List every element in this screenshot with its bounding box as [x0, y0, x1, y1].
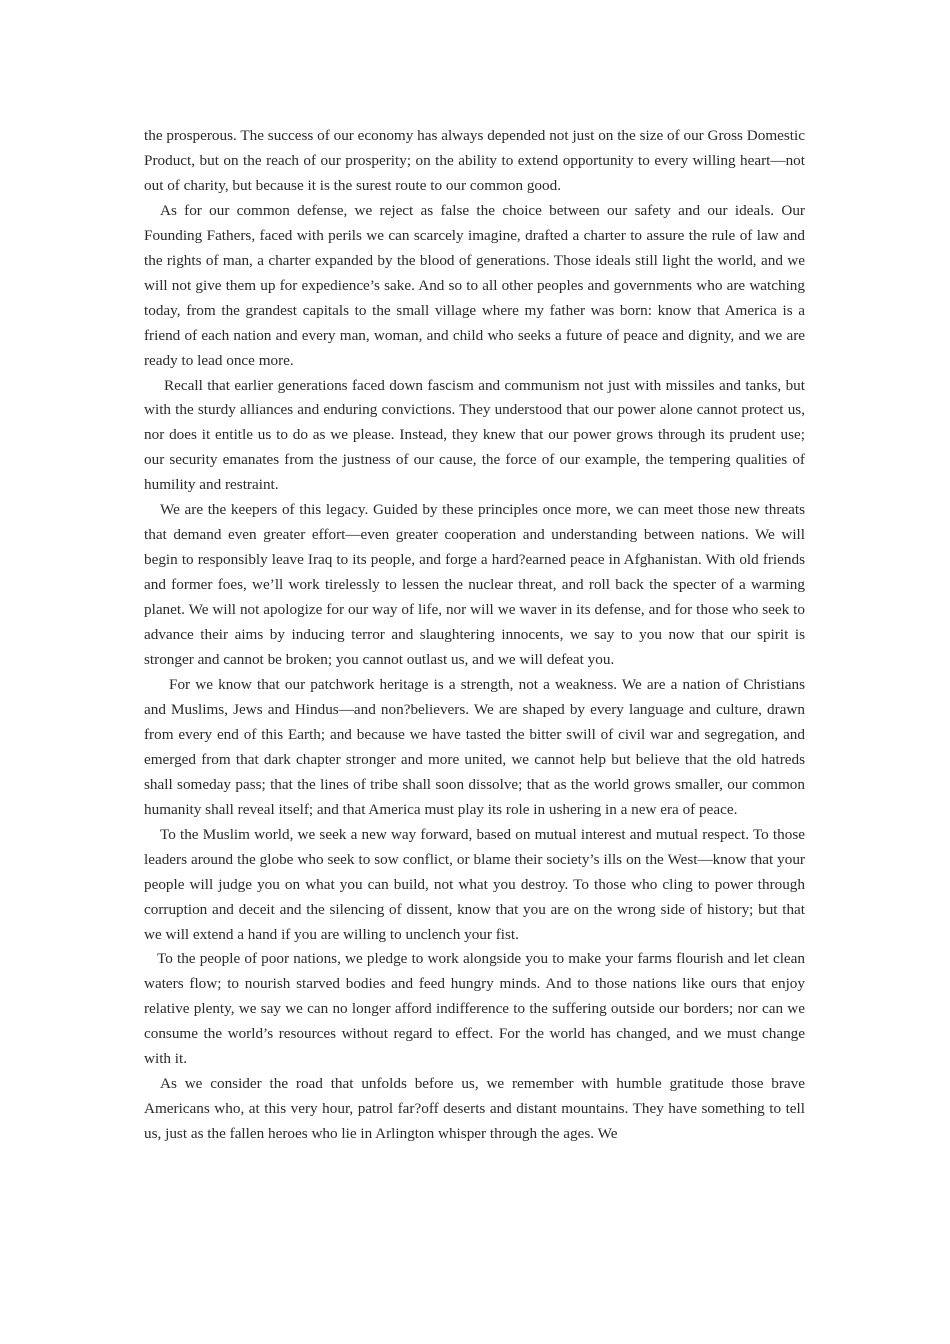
paragraph-common-defense: As for our common defense, we reject as false the choice between our safety and our ideals. Our Founding Fathers, faced with perils we can scarcely imagine, drafted a charter to assure the rule of law and the rights of man, a charter expanded by the blood of generations. Those ideals still light the world, and we will not give them up for expedience’s sake. And so to all other peoples and governments who are watching today, from the grandest capitals to the small village where my father was born: know that America is a friend of each nation and every man, woman, and child who seeks a future of peace and dignity, and we are ready to lead once more.: [144, 201, 805, 369]
paragraph-patchwork-heritage: For we know that our patchwork heritage is a strength, not a weakness. We are a nation of Christians and Muslims, Jews and Hindus—and non?believers. We are shaped by every language and culture, drawn from every end of this Earth; and because we have tasted the bitter swill of civil war and segregation, and emerged from that dark chapter stronger and more united, we cannot help but believe that the old hatreds shall someday pass; that the lines of tribe shall soon dissolve; that as the world grows smaller, our common humanity shall reveal itself; and that America must play its role in ushering in a new era of peace.: [144, 675, 805, 818]
paragraph-prosperity-continued: the prosperous. The success of our economy has always depended not just on the size of our Gross Domestic Product, but on the reach of our prosperity; on the ability to extend opportunity to every willing heart—not out of charity, but because it is the surest route to our common good.: [144, 127, 805, 194]
paragraph-road-before-us: As we consider the road that unfolds before us, we remember with humble gratitude those brave Americans who, at this very hour, patrol far?off deserts and distant mountains. They have something to tell us, just as the fallen heroes who lie in Arlington whisper through the ages. We: [144, 1075, 805, 1143]
body-text: [144, 124, 805, 1147]
paragraph-muslim-world: To the Muslim world, we seek a new way forward, based on mutual interest and mutual respect. To those leaders around the globe who seek to sow conflict, or blame their society’s ills on the West—know that your people will judge you on what you can build, not what you destroy. To those who cling to power through corruption and deceit and the silencing of dissent, know that you are on the wrong side of history; but that we will extend a hand if you are willing to unclench your fist.: [144, 825, 805, 943]
paragraph-keepers-of-legacy: We are the keepers of this legacy. Guided by these principles once more, we can meet those new threats that demand even greater effort—even greater cooperation and understanding between nations. We will begin to responsibly leave Iraq to its people, and forge a hard?earned peace in Afghanistan. With old friends and former foes, we’ll work tirelessly to lessen the nuclear threat, and roll back the specter of a warming planet. We will not apologize for our way of life, nor will we waver in its defense, and for those who seek to advance their aims by inducing terror and slaughtering innocents, we say to you now that our spirit is stronger and cannot be broken; you cannot outlast us, and we will defeat you.: [144, 501, 805, 669]
paragraph-poor-nations: To the people of poor nations, we pledge to work alongside you to make your farms flourish and let clean waters flow; to nourish starved bodies and feed hungry minds. And to those nations like ours that enjoy relative plenty, we say we can no longer afford indifference to the suffering outside our borders; nor can we consume the world’s resources without regard to effect. For the world has changed, and we must change with it.: [144, 950, 805, 1068]
paragraph-earlier-generations: Recall that earlier generations faced down fascism and communism not just with missiles and tanks, but with the sturdy alliances and enduring convictions. They understood that our power alone cannot protect us, nor does it entitle us to do as we please. Instead, they knew that our power grows through its prudent use; our security emanates from the justness of our cause, the force of our example, the tempering qualities of humility and restraint.: [144, 376, 805, 494]
